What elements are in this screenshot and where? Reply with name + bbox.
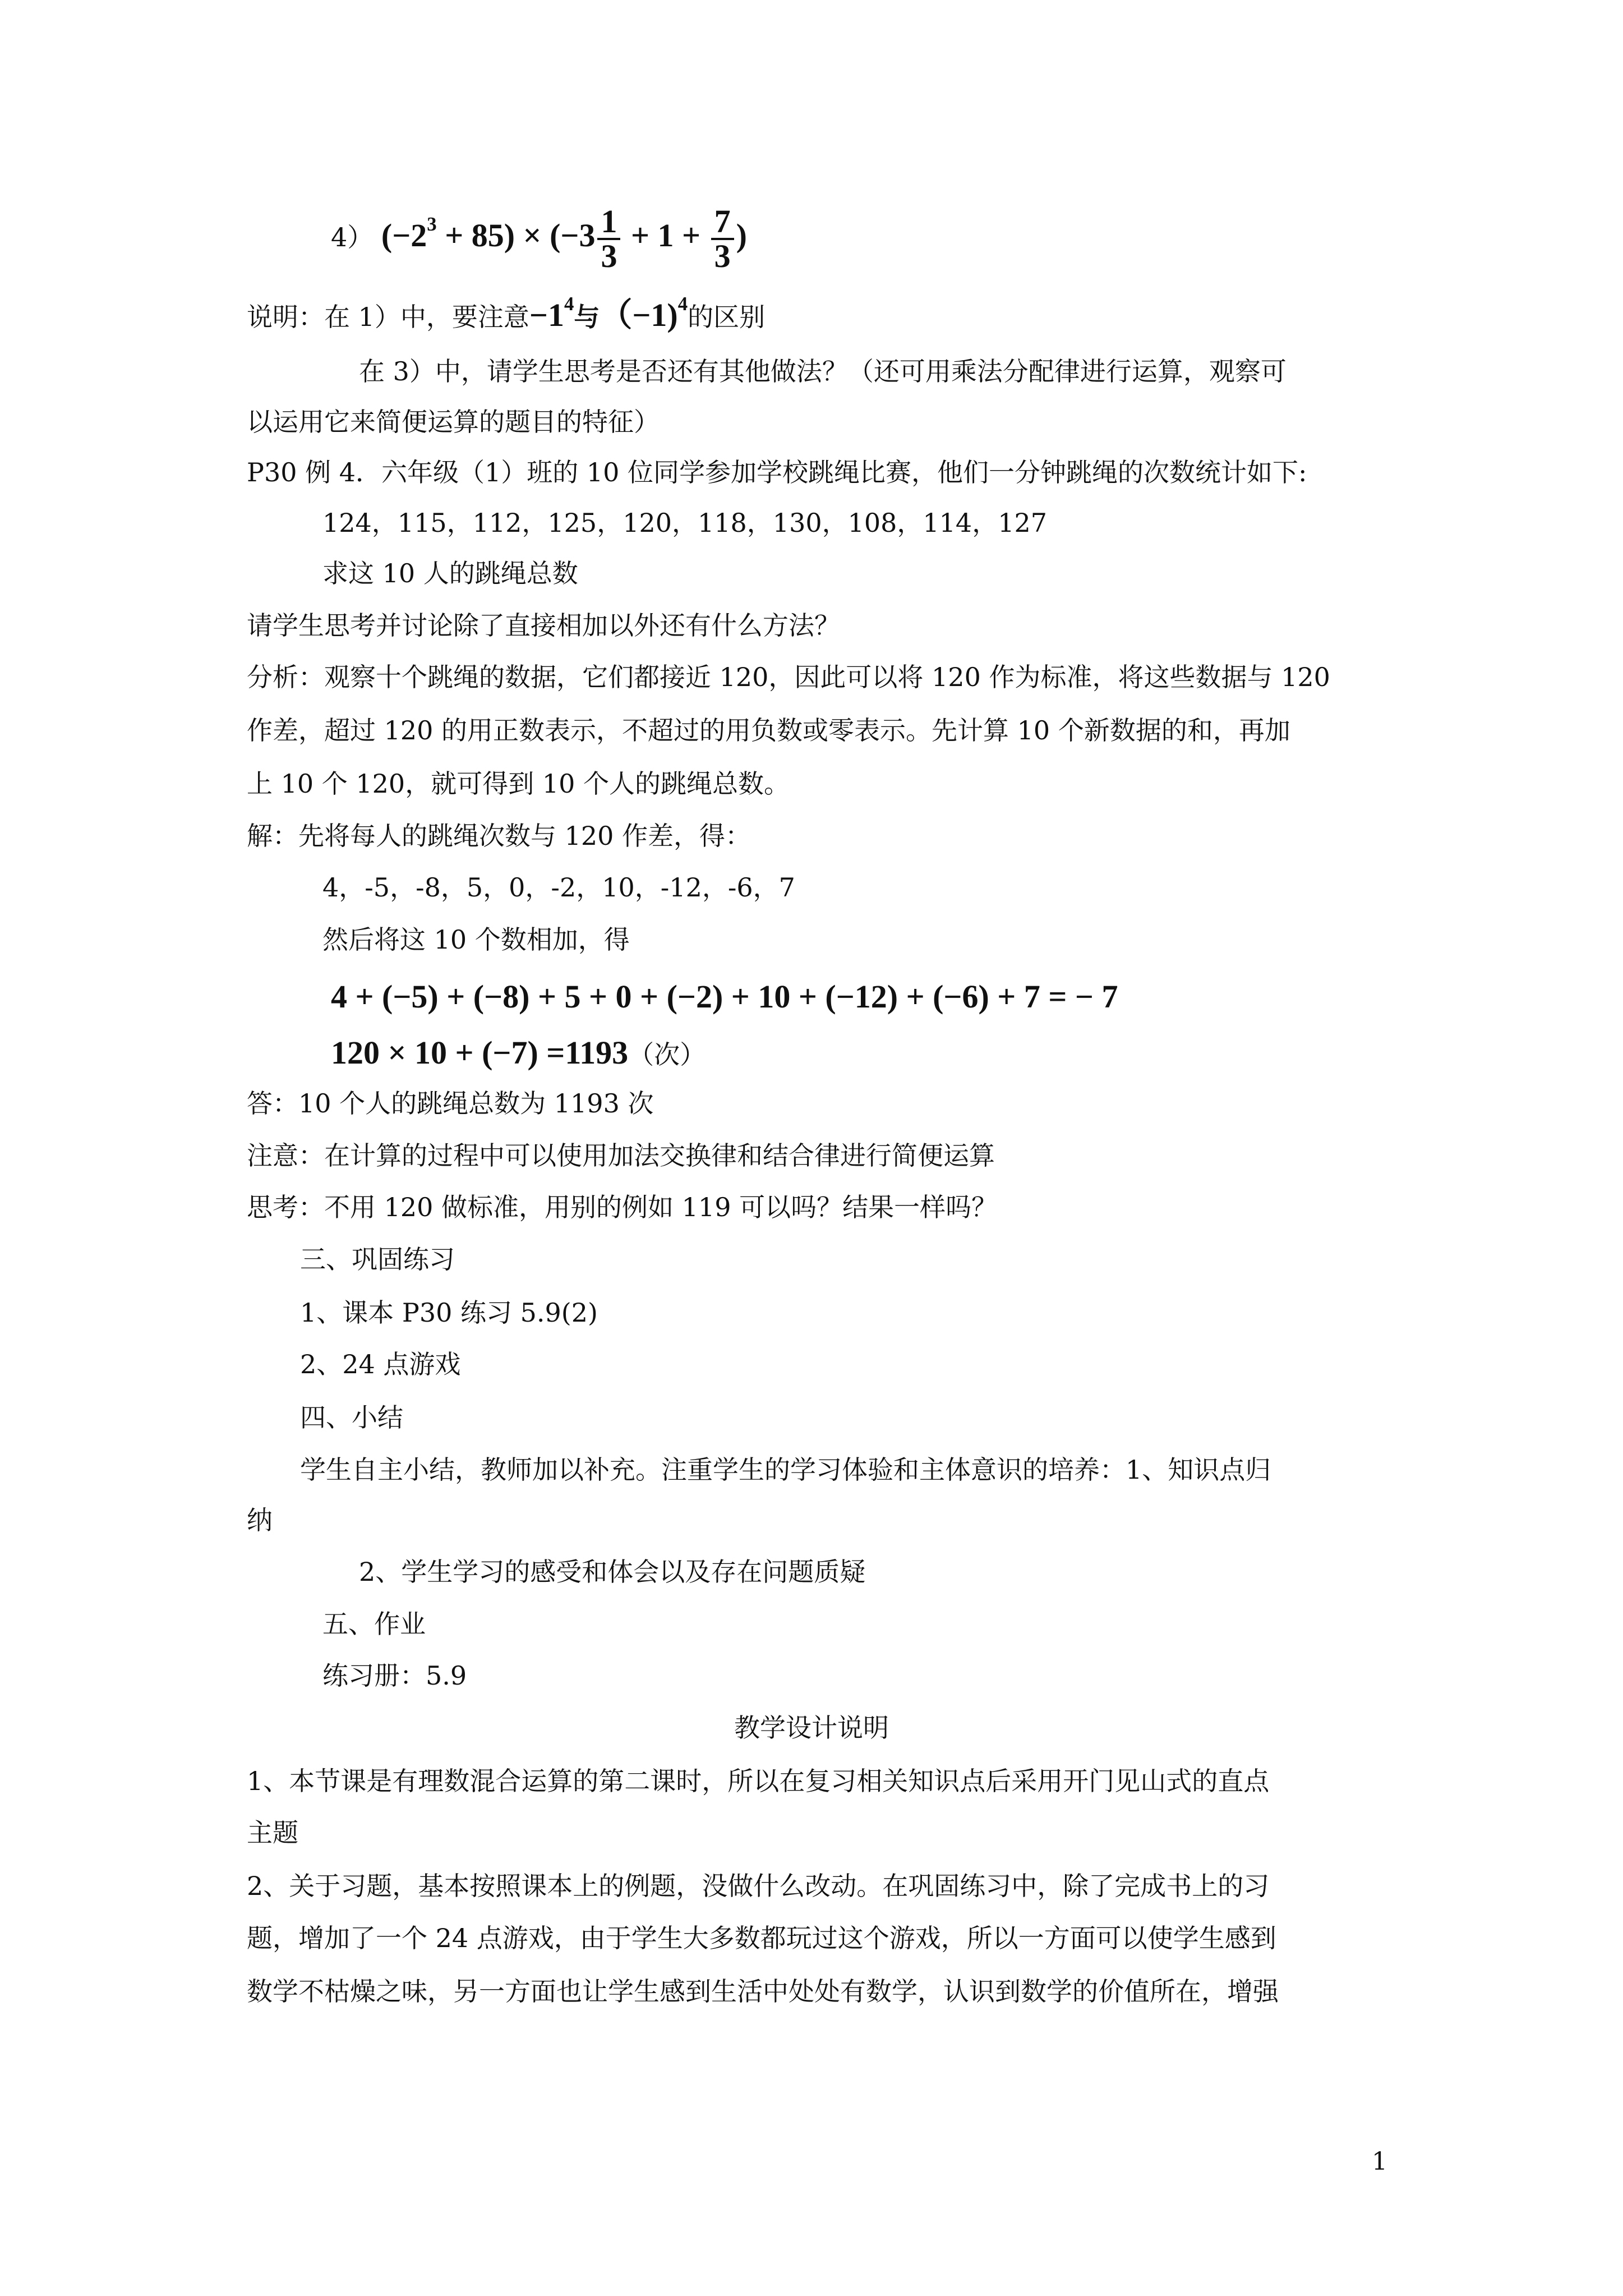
formula-exponent: 3 xyxy=(427,213,437,236)
design-note-2-line2: 题，增加了一个 24 点游戏，由于学生大多数都玩过这个游戏，所以一方面可以使学生感到 xyxy=(247,1923,1276,1953)
summary-line1: 学生自主小结，教师加以补充。注重学生的学习体验和主体意识的培养：1、知识点归 xyxy=(300,1455,1271,1485)
equation-total-expression: 120 × 10 + (−7) =1193 xyxy=(331,1034,629,1071)
formula-part: + 85) × (−3 xyxy=(436,217,596,254)
example-4-question: 求这 10 人的跳绳总数 xyxy=(322,558,578,588)
design-note-1-line1: 1、本节课是有理数混合运算的第二课时，所以在复习相关知识点后采用开门见山式的直点 xyxy=(247,1766,1270,1796)
formula-part: + 1 + xyxy=(623,217,709,254)
example-4-data: 124，115，112，125，120，118，130，108，114，127 xyxy=(322,508,1047,538)
design-note-2-line3: 数学不枯燥之味，另一方面也让学生感到生活中处处有数学，认识到数学的价值所在，增强 xyxy=(247,1976,1279,2007)
analysis-line3: 上 10 个 120，就可得到 10 个人的跳绳总数。 xyxy=(247,769,790,799)
formula-part: ) xyxy=(736,217,747,254)
formula-part: (−2 xyxy=(381,217,427,254)
answer: 答：10 个人的跳绳总数为 1193 次 xyxy=(247,1088,654,1119)
design-notes-title: 教学设计说明 xyxy=(734,1713,889,1743)
solution-differences: 4，-5，-8，5，0，-2，10，-12，-6，7 xyxy=(322,872,795,903)
math-base: （−1) xyxy=(600,297,678,333)
note-text: 说明：在 1）中，要注意 xyxy=(247,302,529,332)
solution-then: 然后将这 10 个数相加，得 xyxy=(322,924,630,955)
solution-intro: 解：先将每人的跳绳次数与 120 作差，得： xyxy=(247,821,751,851)
summary-line2: 纳 xyxy=(247,1505,273,1535)
design-note-2-line1: 2、关于习题，基本按照课本上的例题，没做什么改动。在巩固练习中，除了完成书上的习 xyxy=(247,1871,1270,1901)
practice-item-2: 2、24 点游戏 xyxy=(300,1349,461,1379)
note-text: 与 xyxy=(574,303,600,332)
exercise-4-formula xyxy=(381,203,747,274)
fraction-denominator: 3 xyxy=(714,237,731,274)
practice-item-1: 1、课本 P30 练习 5.9(2) xyxy=(300,1297,598,1328)
analysis-line2: 作差，超过 120 的用正数表示，不超过的用负数或零表示。先计算 10 个新数据的和，再加 xyxy=(247,715,1290,746)
homework: 练习册：5.9 xyxy=(322,1660,467,1691)
solution-equation-sum: 4 + (−5) + (−8) + 5 + 0 + (−2) + 10 + (−12) + (−6) + 7 = − 7 xyxy=(331,978,1118,1015)
math-paren-neg-one-pow xyxy=(600,293,688,333)
fraction-numerator: 1 xyxy=(597,205,620,240)
math-exponent: 4 xyxy=(564,293,574,315)
exercise-4-label: 4） xyxy=(331,222,374,252)
page-number: 1 xyxy=(1372,2147,1387,2176)
math-neg-one-pow xyxy=(529,293,574,333)
note-exercise-3-line2: 以运用它来简便运算的题目的特征） xyxy=(247,407,660,437)
design-note-1-line2: 主题 xyxy=(247,1818,298,1848)
note-text: 的区别 xyxy=(688,302,766,332)
fraction-numerator: 7 xyxy=(711,205,734,240)
discussion-prompt: 请学生思考并讨论除了直接相加以外还有什么方法？ xyxy=(247,610,840,641)
ponder-question: 思考：不用 120 做标准，用别的例如 119 可以吗？结果一样吗？ xyxy=(247,1192,998,1222)
section-3-heading: 三、巩固练习 xyxy=(300,1244,455,1274)
fraction-denominator: 3 xyxy=(601,237,617,274)
solution-equation-total xyxy=(331,1036,706,1071)
math-exponent: 4 xyxy=(677,293,688,315)
fraction-seven-thirds xyxy=(711,205,734,273)
note-exercise-3-line1: 在 3）中，请学生思考是否还有其他做法？（还可用乘法分配律进行运算，观察可 xyxy=(359,356,1287,386)
note-exercise-1 xyxy=(247,293,766,334)
section-4-heading: 四、小结 xyxy=(300,1402,403,1433)
example-4-heading: P30 例 4．六年级（1）班的 10 位同学参加学校跳绳比赛，他们一分钟跳绳的次数统计如下: xyxy=(247,457,1307,487)
exercise-4 xyxy=(331,202,747,273)
summary-line3: 2、学生学习的感受和体会以及存在问题质疑 xyxy=(359,1557,866,1587)
section-5-heading: 五、作业 xyxy=(322,1609,426,1639)
attention-note: 注意：在计算的过程中可以使用加法交换律和结合律进行简便运算 xyxy=(247,1140,995,1171)
math-base: −1 xyxy=(529,297,564,333)
fraction-one-third xyxy=(597,205,620,273)
analysis-line1: 分析：观察十个跳绳的数据，它们都接近 120，因此可以将 120 作为标准，将这些数据与 120 xyxy=(247,662,1330,692)
equation-total-unit: （次） xyxy=(628,1039,706,1070)
